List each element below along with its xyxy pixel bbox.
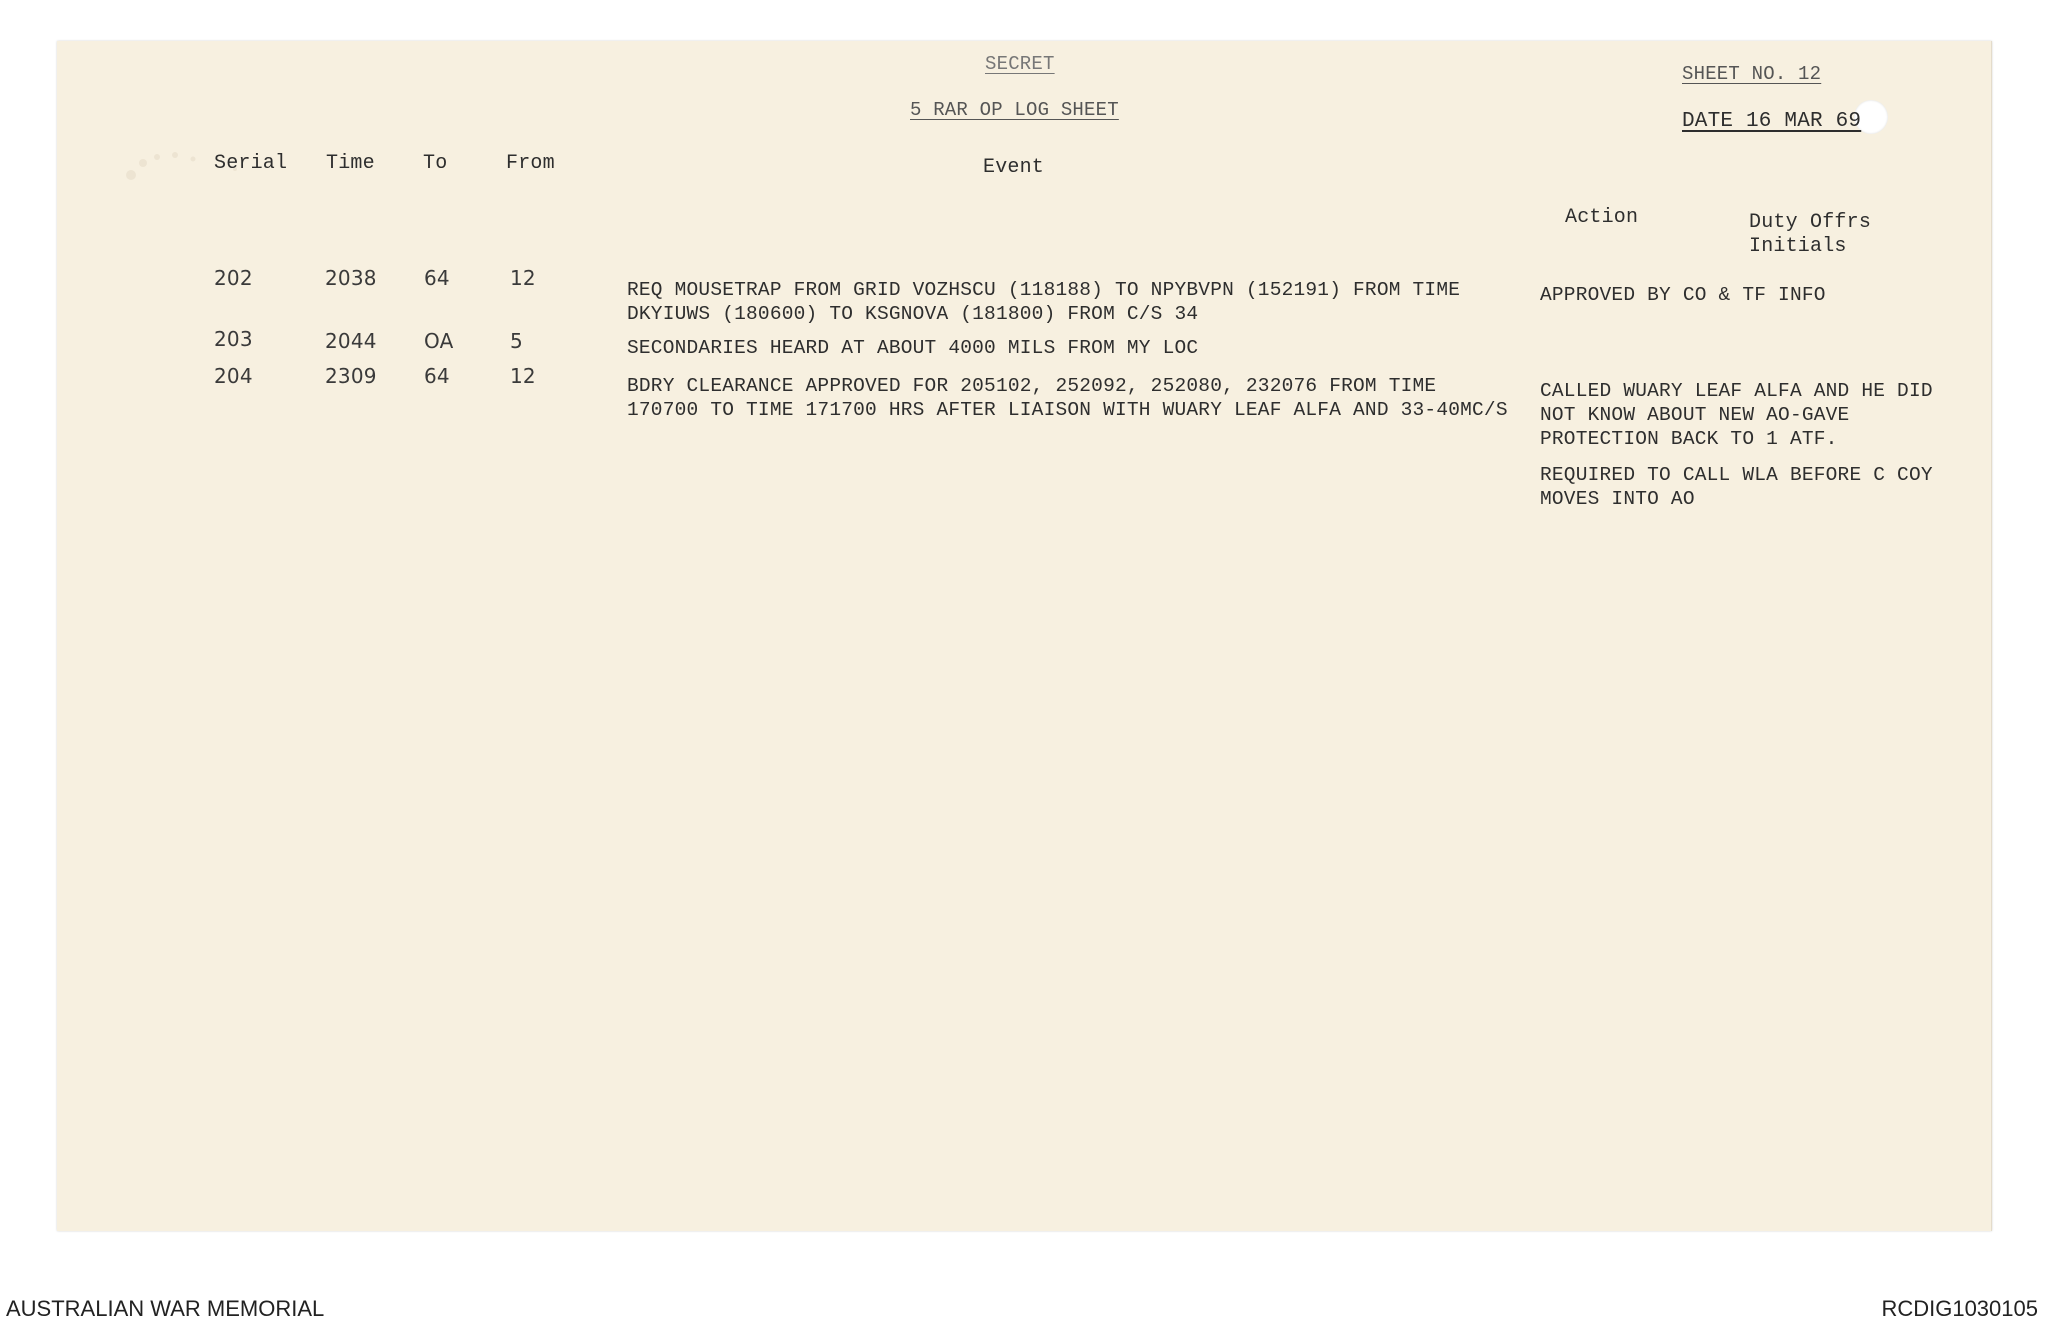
entry-serial: 204 <box>214 364 253 388</box>
entry-time: 2044 <box>325 329 377 353</box>
page-title: 5 RAR OP LOG SHEET <box>910 99 1119 121</box>
entry-action-line: CALLED WUARY LEAF ALFA AND HE DID <box>1540 380 1933 402</box>
entry-action-line: REQUIRED TO CALL WLA BEFORE C COY <box>1540 464 1933 486</box>
entry-from: 12 <box>510 266 536 290</box>
column-header-to: To <box>423 152 448 175</box>
column-header-action: Action <box>1565 206 1639 229</box>
entry-event-line: 170700 TO TIME 171700 HRS AFTER LIAISON WITH WUARY LEAF ALFA AND 33-40MC/S <box>627 399 1508 421</box>
entry-time: 2038 <box>325 266 377 290</box>
entry-serial: 202 <box>214 266 253 290</box>
archive-credit: AUSTRALIAN WAR MEMORIAL <box>6 1296 325 1321</box>
log-sheet-paper <box>57 41 1992 1231</box>
column-header-from: From <box>506 152 555 175</box>
entry-to: 64 <box>424 364 450 388</box>
log-date: DATE 16 MAR 69 <box>1682 110 1862 133</box>
entry-from: 5 <box>510 329 523 353</box>
entry-serial: 203 <box>214 327 253 351</box>
entry-from: 12 <box>510 364 536 388</box>
entry-action-line: NOT KNOW ABOUT NEW AO-GAVE <box>1540 404 1850 426</box>
column-header-duty-offrs: Duty Offrs <box>1749 211 1872 234</box>
sheet-number: SHEET NO. 12 <box>1682 63 1822 85</box>
entry-event-line: DKYIUWS (180600) TO KSGNOVA (181800) FROM C/S 34 <box>627 303 1199 325</box>
entry-to: 64 <box>424 266 450 290</box>
column-header-time: Time <box>326 152 375 175</box>
entry-time: 2309 <box>325 364 377 388</box>
column-header-serial: Serial <box>214 152 288 175</box>
entry-event-line: SECONDARIES HEARD AT ABOUT 4000 MILS FROM MY LOC <box>627 337 1199 359</box>
entry-to: OA <box>424 329 454 353</box>
column-header-event: Event <box>983 156 1045 179</box>
security-classification: SECRET <box>985 53 1055 75</box>
entry-event-line: BDRY CLEARANCE APPROVED FOR 205102, 252092, 252080, 232076 FROM TIME <box>627 375 1437 397</box>
column-header-initials: Initials <box>1749 235 1847 258</box>
archive-record-id: RCDIG1030105 <box>1881 1296 2038 1321</box>
entry-action-line: MOVES INTO AO <box>1540 488 1695 510</box>
entry-action-line: PROTECTION BACK TO 1 ATF. <box>1540 428 1838 450</box>
entry-action-line: APPROVED BY CO & TF INFO <box>1540 284 1826 306</box>
entry-event-line: REQ MOUSETRAP FROM GRID VOZHSCU (118188) TO NPYBVPN (152191) FROM TIME <box>627 279 1461 301</box>
